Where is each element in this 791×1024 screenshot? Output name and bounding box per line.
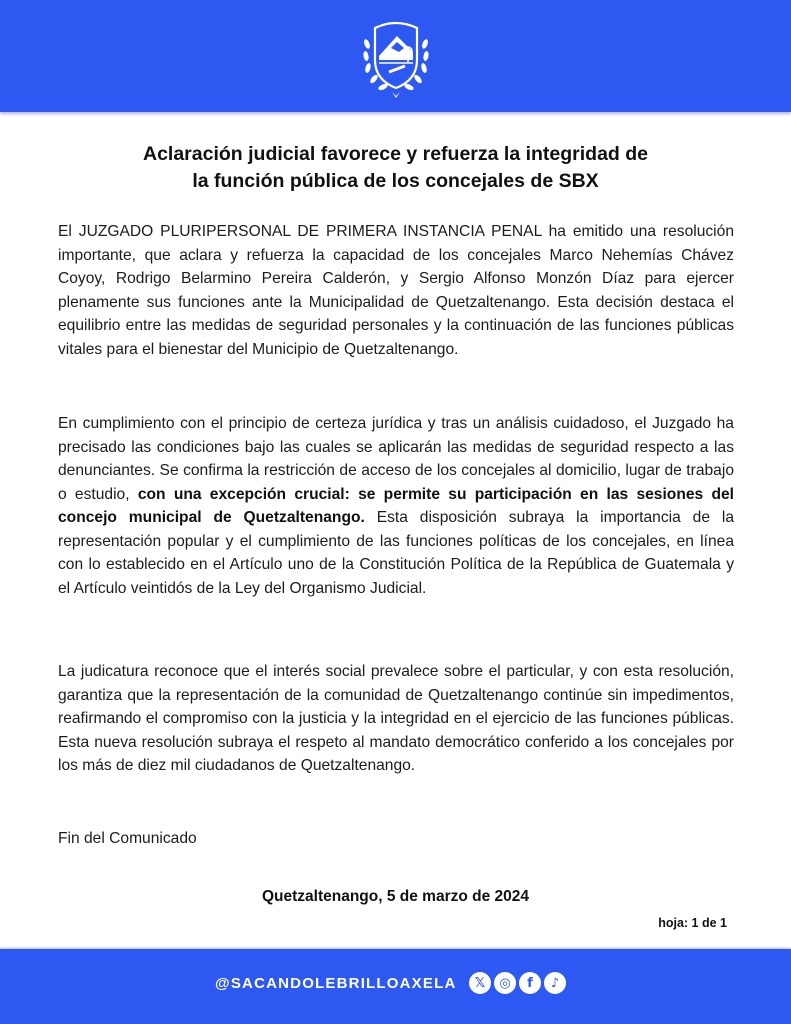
place-date: Quetzaltenango, 5 de marzo de 2024 <box>261 888 530 905</box>
paragraph-3: La judicatura reconoce que el interés social prevalece sobre el particular, y con esta resolución, garantiza que la representación de la comunidad de Quetzaltenango continúe sin impedimentos, reafirmando el compromiso con la justicia y la integridad en el ejercicio de las funciones públicas. Esta nueva resolución subraya el respeto al mandato democrático conferido a los concejales por los más de diez mil ciudadanos de Quetzaltenango. <box>58 663 734 774</box>
title-line-2: la función pública de los concejales de SBX <box>192 170 599 192</box>
paragraph-2-start: En cumplimiento con el principio de certeza jurídica y tras un análisis cuidadoso, el Juzgado ha precisado las condiciones bajo las cuales se aplicarán las medidas de seguridad respecto a las denunciantes. Se confirma la restricción de acceso de los concejales al domicilio, lugar de trabajo o estudio, <box>58 415 734 503</box>
closing-text: Fin del Comunicado <box>58 830 197 847</box>
tiktok-icon[interactable]: ♪ <box>544 972 566 994</box>
social-handle[interactable]: @SACANDOLEBRILLOAXELA <box>215 975 457 992</box>
paragraph-1: El JUZGADO PLURIPERSONAL DE PRIMERA INSTANCIA PENAL ha emitido una resolución importante, que aclara y refuerza la capacidad de los concejales Marco Nehemías Chávez Coyoy, Rodrigo Belarmino Pereira Calderón, y Sergio Alfonso Monzón Díaz para ejercer plenamente sus funciones ante la Municipalidad de Quetzaltenango. Esta decisión destaca el equilibrio entre las medidas de seguridad personales y la continuación de las funciones públicas vitales para el bienestar del Municipio de Quetzaltenango. <box>58 223 734 358</box>
header-banner <box>0 0 791 112</box>
document-title <box>60 141 731 195</box>
municipal-crest-icon <box>355 14 437 100</box>
title-line-1: Aclaración judicial favorece y refuerza la integridad de <box>142 143 649 165</box>
paragraph-2 <box>58 412 734 600</box>
social-icons <box>469 972 566 994</box>
paragraph-2-highlight: con una excepción crucial: se permite su participación en las sesiones del concejo municipal de Quetzaltenango. <box>58 485 734 526</box>
page-number: hoja: 1 de 1 <box>658 916 727 930</box>
facebook-icon[interactable]: f <box>519 972 541 994</box>
x-icon[interactable]: 𝕏 <box>469 972 491 994</box>
footer-banner <box>0 949 791 1024</box>
paragraph-2-end: Esta disposición subraya la importancia de la representación popular y el cumplimiento de las funciones políticas de los concejales, en línea con lo establecido en el Artículo uno de la Constitución Política de la República de Guatemala y el Artículo veintidós de la Ley del Organismo Judicial. <box>58 509 734 597</box>
instagram-icon[interactable]: ◎ <box>494 972 516 994</box>
